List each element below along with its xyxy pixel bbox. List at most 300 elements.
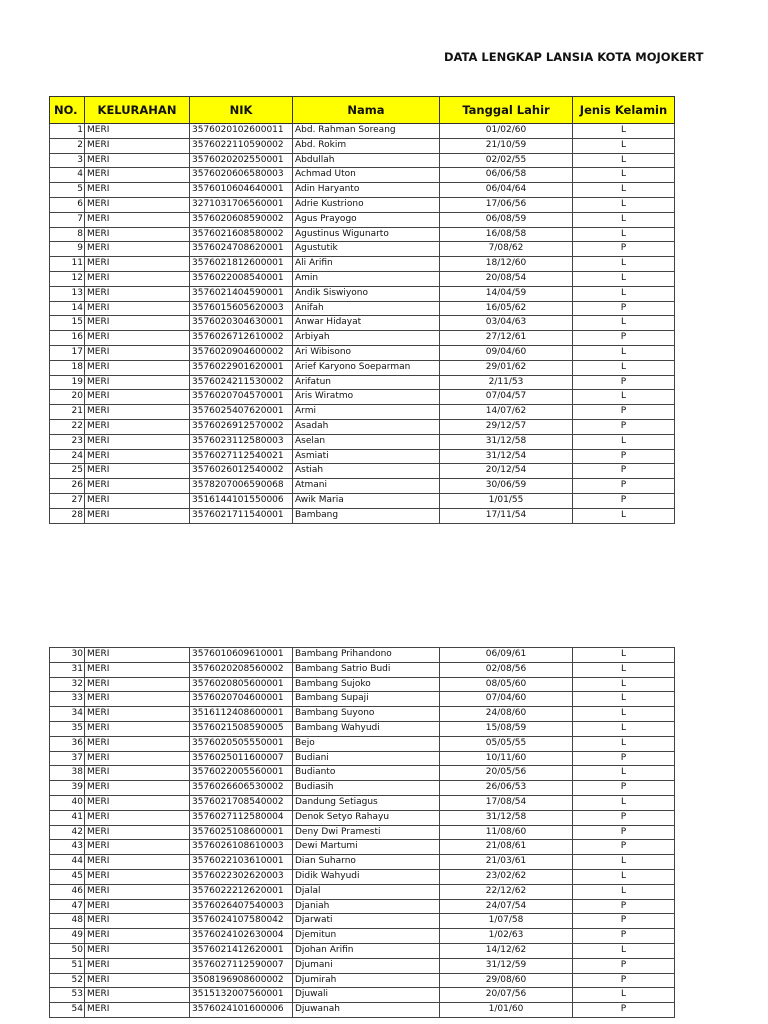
table-row [50, 914, 675, 929]
kelurahan-cell: MERI [85, 692, 190, 707]
jenis-kelamin-cell: L [573, 855, 675, 870]
tanggal-lahir-cell: 06/06/58 [440, 168, 573, 183]
kelurahan-cell: MERI [85, 212, 190, 227]
table-body-part-2 [50, 648, 675, 1018]
jenis-kelamin-cell: L [573, 988, 675, 1003]
nik-cell: 3576027112590007 [190, 958, 293, 973]
kelurahan-cell: MERI [85, 153, 190, 168]
nik-cell: 3576024107580042 [190, 914, 293, 929]
kelurahan-cell: MERI [85, 825, 190, 840]
tanggal-lahir-cell: 05/05/55 [440, 736, 573, 751]
tanggal-lahir-cell: 29/12/57 [440, 419, 573, 434]
nik-cell: 3576025011600007 [190, 751, 293, 766]
table-row [50, 449, 675, 464]
tanggal-lahir-cell: 14/07/62 [440, 405, 573, 420]
nama-cell: Abd. Rahman Soreang [293, 124, 440, 139]
nama-cell: Dewi Martumi [293, 840, 440, 855]
row-number: 7 [50, 212, 85, 227]
nama-cell: Asmiati [293, 449, 440, 464]
nama-cell: Astiah [293, 464, 440, 479]
kelurahan-cell: MERI [85, 648, 190, 663]
kelurahan-cell: MERI [85, 929, 190, 944]
row-number: 37 [50, 751, 85, 766]
table-row [50, 360, 675, 375]
row-number: 1 [50, 124, 85, 139]
tanggal-lahir-cell: 02/02/55 [440, 153, 573, 168]
nik-cell: 3576027112580004 [190, 810, 293, 825]
nik-cell: 3515132007560001 [190, 988, 293, 1003]
tanggal-lahir-cell: 31/12/54 [440, 449, 573, 464]
table-row [50, 855, 675, 870]
nama-cell: Deny Dwi Pramesti [293, 825, 440, 840]
row-number: 15 [50, 316, 85, 331]
nama-cell: Bambang Prihandono [293, 648, 440, 663]
table-row [50, 271, 675, 286]
jenis-kelamin-cell: P [573, 301, 675, 316]
nama-cell: Armi [293, 405, 440, 420]
tanggal-lahir-cell: 31/12/58 [440, 434, 573, 449]
jenis-kelamin-cell: P [573, 751, 675, 766]
jenis-kelamin-cell: P [573, 449, 675, 464]
table-row [50, 929, 675, 944]
table-row [50, 825, 675, 840]
jenis-kelamin-cell: L [573, 766, 675, 781]
row-number: 51 [50, 958, 85, 973]
table-row [50, 197, 675, 212]
kelurahan-cell: MERI [85, 316, 190, 331]
jenis-kelamin-cell: P [573, 419, 675, 434]
nik-cell: 3576023112580003 [190, 434, 293, 449]
nik-cell: 3576020102600011 [190, 124, 293, 139]
tanggal-lahir-cell: 06/08/59 [440, 212, 573, 227]
nik-cell: 3576022005560001 [190, 766, 293, 781]
jenis-kelamin-cell: L [573, 884, 675, 899]
jenis-kelamin-cell: P [573, 810, 675, 825]
jenis-kelamin-cell: P [573, 973, 675, 988]
kelurahan-cell: MERI [85, 138, 190, 153]
row-number: 38 [50, 766, 85, 781]
table-row [50, 301, 675, 316]
kelurahan-cell: MERI [85, 662, 190, 677]
jenis-kelamin-cell: L [573, 124, 675, 139]
table-row [50, 508, 675, 523]
nama-cell: Budiasih [293, 781, 440, 796]
nama-cell: Bejo [293, 736, 440, 751]
nama-cell: Adin Haryanto [293, 183, 440, 198]
nama-cell: Bambang [293, 508, 440, 523]
tanggal-lahir-cell: 29/08/60 [440, 973, 573, 988]
row-number: 25 [50, 464, 85, 479]
header-nama: Nama [293, 97, 440, 124]
nama-cell: Arief Karyono Soeparman [293, 360, 440, 375]
tanggal-lahir-cell: 17/08/54 [440, 795, 573, 810]
table-row [50, 168, 675, 183]
row-number: 9 [50, 242, 85, 257]
kelurahan-cell: MERI [85, 840, 190, 855]
nama-cell: Budianto [293, 766, 440, 781]
kelurahan-cell: MERI [85, 257, 190, 272]
row-number: 20 [50, 390, 85, 405]
kelurahan-cell: MERI [85, 464, 190, 479]
lansia-table-part-2 [49, 647, 675, 1018]
nik-cell: 3576022302620003 [190, 869, 293, 884]
tanggal-lahir-cell: 31/12/59 [440, 958, 573, 973]
table-row [50, 692, 675, 707]
nama-cell: Anwar Hidayat [293, 316, 440, 331]
jenis-kelamin-cell: P [573, 840, 675, 855]
tanggal-lahir-cell: 20/05/56 [440, 766, 573, 781]
tanggal-lahir-cell: 18/12/60 [440, 257, 573, 272]
row-number: 53 [50, 988, 85, 1003]
row-number: 8 [50, 227, 85, 242]
table-row [50, 479, 675, 494]
nik-cell: 3576020606580003 [190, 168, 293, 183]
nama-cell: Bambang Wahyudi [293, 721, 440, 736]
tanggal-lahir-cell: 02/08/56 [440, 662, 573, 677]
row-number: 13 [50, 286, 85, 301]
row-number: 26 [50, 479, 85, 494]
nik-cell: 3576022008540001 [190, 271, 293, 286]
nama-cell: Djemitun [293, 929, 440, 944]
row-number: 12 [50, 271, 85, 286]
row-number: 49 [50, 929, 85, 944]
kelurahan-cell: MERI [85, 736, 190, 751]
nama-cell: Djaniah [293, 899, 440, 914]
kelurahan-cell: MERI [85, 810, 190, 825]
nik-cell: 3576021608580002 [190, 227, 293, 242]
nik-cell: 3576020208560002 [190, 662, 293, 677]
row-number: 50 [50, 943, 85, 958]
nama-cell: Andik Siswiyono [293, 286, 440, 301]
jenis-kelamin-cell: P [573, 929, 675, 944]
kelurahan-cell: MERI [85, 795, 190, 810]
nik-cell: 3576021508590005 [190, 721, 293, 736]
table-body-part-1 [50, 124, 675, 524]
nik-cell: 3576022110590002 [190, 138, 293, 153]
kelurahan-cell: MERI [85, 242, 190, 257]
tanggal-lahir-cell: 16/05/62 [440, 301, 573, 316]
header-no: NO. [50, 97, 85, 124]
row-number: 39 [50, 781, 85, 796]
nama-cell: Djohan Arifin [293, 943, 440, 958]
tanggal-lahir-cell: 1/01/55 [440, 493, 573, 508]
nama-cell: Agustinus Wigunarto [293, 227, 440, 242]
row-number: 5 [50, 183, 85, 198]
nama-cell: Awik Maria [293, 493, 440, 508]
row-number: 46 [50, 884, 85, 899]
nik-cell: 3576026407540003 [190, 899, 293, 914]
jenis-kelamin-cell: P [573, 479, 675, 494]
nama-cell: Djumani [293, 958, 440, 973]
row-number: 43 [50, 840, 85, 855]
row-number: 54 [50, 1003, 85, 1018]
nama-cell: Djumirah [293, 973, 440, 988]
tanggal-lahir-cell: 07/04/60 [440, 692, 573, 707]
nik-cell: 3576020608590002 [190, 212, 293, 227]
nik-cell: 3576024101600006 [190, 1003, 293, 1018]
tanggal-lahir-cell: 20/08/54 [440, 271, 573, 286]
nik-cell: 3576025108600001 [190, 825, 293, 840]
jenis-kelamin-cell: P [573, 914, 675, 929]
nama-cell: Dian Suharno [293, 855, 440, 870]
nik-cell: 3578207006590068 [190, 479, 293, 494]
jenis-kelamin-cell: L [573, 271, 675, 286]
nik-cell: 3576010604640001 [190, 183, 293, 198]
tanggal-lahir-cell: 01/02/60 [440, 124, 573, 139]
kelurahan-cell: MERI [85, 751, 190, 766]
kelurahan-cell: MERI [85, 943, 190, 958]
jenis-kelamin-cell: L [573, 648, 675, 663]
table-row [50, 677, 675, 692]
kelurahan-cell: MERI [85, 168, 190, 183]
jenis-kelamin-cell: L [573, 434, 675, 449]
nama-cell: Bambang Suyono [293, 707, 440, 722]
nama-cell: Arbiyah [293, 331, 440, 346]
table-row [50, 138, 675, 153]
kelurahan-cell: MERI [85, 271, 190, 286]
nik-cell: 3576021412620001 [190, 943, 293, 958]
tanggal-lahir-cell: 08/05/60 [440, 677, 573, 692]
table-row [50, 943, 675, 958]
nama-cell: Abdullah [293, 153, 440, 168]
nik-cell: 3576021711540001 [190, 508, 293, 523]
row-number: 21 [50, 405, 85, 420]
tanggal-lahir-cell: 21/03/61 [440, 855, 573, 870]
tanggal-lahir-cell: 10/11/60 [440, 751, 573, 766]
kelurahan-cell: MERI [85, 301, 190, 316]
row-number: 19 [50, 375, 85, 390]
jenis-kelamin-cell: L [573, 677, 675, 692]
tanggal-lahir-cell: 24/08/60 [440, 707, 573, 722]
nik-cell: 3576021812600001 [190, 257, 293, 272]
jenis-kelamin-cell: L [573, 662, 675, 677]
nama-cell: Djuwanah [293, 1003, 440, 1018]
jenis-kelamin-cell: L [573, 795, 675, 810]
table-header-row [50, 97, 675, 124]
table-row [50, 899, 675, 914]
kelurahan-cell: MERI [85, 508, 190, 523]
jenis-kelamin-cell: L [573, 153, 675, 168]
jenis-kelamin-cell: P [573, 331, 675, 346]
table-row [50, 840, 675, 855]
kelurahan-cell: MERI [85, 360, 190, 375]
tanggal-lahir-cell: 14/04/59 [440, 286, 573, 301]
kelurahan-cell: MERI [85, 375, 190, 390]
nik-cell: 3576022212620001 [190, 884, 293, 899]
tanggal-lahir-cell: 14/12/62 [440, 943, 573, 958]
tanggal-lahir-cell: 2/11/53 [440, 375, 573, 390]
row-number: 2 [50, 138, 85, 153]
kelurahan-cell: MERI [85, 405, 190, 420]
nama-cell: Aselan [293, 434, 440, 449]
nama-cell: Bambang Supaji [293, 692, 440, 707]
kelurahan-cell: MERI [85, 707, 190, 722]
jenis-kelamin-cell: P [573, 825, 675, 840]
jenis-kelamin-cell: P [573, 958, 675, 973]
row-number: 41 [50, 810, 85, 825]
header-jenis-kelamin: Jenis Kelamin [573, 97, 675, 124]
jenis-kelamin-cell: L [573, 721, 675, 736]
tanggal-lahir-cell: 20/07/56 [440, 988, 573, 1003]
row-number: 44 [50, 855, 85, 870]
nama-cell: Agustutik [293, 242, 440, 257]
row-number: 11 [50, 257, 85, 272]
nik-cell: 3576024211530002 [190, 375, 293, 390]
tanggal-lahir-cell: 30/06/59 [440, 479, 573, 494]
tanggal-lahir-cell: 29/01/62 [440, 360, 573, 375]
table-row [50, 1003, 675, 1018]
table-row [50, 390, 675, 405]
jenis-kelamin-cell: P [573, 899, 675, 914]
row-number: 14 [50, 301, 85, 316]
row-number: 23 [50, 434, 85, 449]
row-number: 42 [50, 825, 85, 840]
jenis-kelamin-cell: P [573, 405, 675, 420]
nama-cell: Budiani [293, 751, 440, 766]
kelurahan-cell: MERI [85, 449, 190, 464]
kelurahan-cell: MERI [85, 781, 190, 796]
nik-cell: 3576021404590001 [190, 286, 293, 301]
kelurahan-cell: MERI [85, 345, 190, 360]
table-row [50, 419, 675, 434]
table-row [50, 751, 675, 766]
tanggal-lahir-cell: 1/07/58 [440, 914, 573, 929]
tanggal-lahir-cell: 16/08/58 [440, 227, 573, 242]
table-row [50, 493, 675, 508]
nama-cell: Denok Setyo Rahayu [293, 810, 440, 825]
jenis-kelamin-cell: L [573, 345, 675, 360]
nik-cell: 3576020704570001 [190, 390, 293, 405]
nama-cell: Dandung Setiagus [293, 795, 440, 810]
nik-cell: 3576020805600001 [190, 677, 293, 692]
nik-cell: 3508196908600002 [190, 973, 293, 988]
kelurahan-cell: MERI [85, 390, 190, 405]
kelurahan-cell: MERI [85, 1003, 190, 1018]
header-nik: NIK [190, 97, 293, 124]
jenis-kelamin-cell: L [573, 692, 675, 707]
jenis-kelamin-cell: P [573, 781, 675, 796]
table-row [50, 781, 675, 796]
jenis-kelamin-cell: L [573, 197, 675, 212]
nama-cell: Arifatun [293, 375, 440, 390]
table-row [50, 869, 675, 884]
nik-cell: 3576020904600002 [190, 345, 293, 360]
kelurahan-cell: MERI [85, 988, 190, 1003]
kelurahan-cell: MERI [85, 434, 190, 449]
table-row [50, 884, 675, 899]
row-number: 4 [50, 168, 85, 183]
table-row [50, 958, 675, 973]
row-number: 18 [50, 360, 85, 375]
nama-cell: Anifah [293, 301, 440, 316]
row-number: 32 [50, 677, 85, 692]
kelurahan-cell: MERI [85, 479, 190, 494]
nik-cell: 3576020505550001 [190, 736, 293, 751]
nik-cell: 3576026108610003 [190, 840, 293, 855]
table-row [50, 736, 675, 751]
tanggal-lahir-cell: 31/12/58 [440, 810, 573, 825]
jenis-kelamin-cell: L [573, 869, 675, 884]
table-row [50, 973, 675, 988]
table-row [50, 795, 675, 810]
nik-cell: 3576026712610002 [190, 331, 293, 346]
tanggal-lahir-cell: 09/04/60 [440, 345, 573, 360]
nama-cell: Atmani [293, 479, 440, 494]
row-number: 6 [50, 197, 85, 212]
table-row [50, 124, 675, 139]
nik-cell: 3576027112540021 [190, 449, 293, 464]
kelurahan-cell: MERI [85, 677, 190, 692]
table-row [50, 212, 675, 227]
tanggal-lahir-cell: 06/04/64 [440, 183, 573, 198]
row-number: 28 [50, 508, 85, 523]
row-number: 45 [50, 869, 85, 884]
jenis-kelamin-cell: L [573, 390, 675, 405]
nama-cell: Ali Arifin [293, 257, 440, 272]
jenis-kelamin-cell: L [573, 286, 675, 301]
table-row [50, 183, 675, 198]
jenis-kelamin-cell: L [573, 168, 675, 183]
kelurahan-cell: MERI [85, 183, 190, 198]
nama-cell: Asadah [293, 419, 440, 434]
tanggal-lahir-cell: 15/08/59 [440, 721, 573, 736]
tanggal-lahir-cell: 26/06/53 [440, 781, 573, 796]
nama-cell: Achmad Uton [293, 168, 440, 183]
table-row [50, 242, 675, 257]
nama-cell: Adrie Kustriono [293, 197, 440, 212]
nik-cell: 3576024102630004 [190, 929, 293, 944]
nik-cell: 3576010609610001 [190, 648, 293, 663]
jenis-kelamin-cell: P [573, 464, 675, 479]
tanggal-lahir-cell: 21/08/61 [440, 840, 573, 855]
row-number: 17 [50, 345, 85, 360]
row-number: 47 [50, 899, 85, 914]
tanggal-lahir-cell: 17/06/56 [440, 197, 573, 212]
jenis-kelamin-cell: P [573, 1003, 675, 1018]
nik-cell: 3576022901620001 [190, 360, 293, 375]
tanggal-lahir-cell: 7/08/62 [440, 242, 573, 257]
nik-cell: 3576022103610001 [190, 855, 293, 870]
nama-cell: Abd. Rokim [293, 138, 440, 153]
lansia-table-part-1 [49, 96, 675, 524]
nik-cell: 3516112408600001 [190, 707, 293, 722]
jenis-kelamin-cell: L [573, 212, 675, 227]
row-number: 27 [50, 493, 85, 508]
kelurahan-cell: MERI [85, 286, 190, 301]
row-number: 22 [50, 419, 85, 434]
jenis-kelamin-cell: L [573, 227, 675, 242]
nik-cell: 3576025407620001 [190, 405, 293, 420]
row-number: 52 [50, 973, 85, 988]
table-row [50, 227, 675, 242]
row-number: 30 [50, 648, 85, 663]
nama-cell: Djarwati [293, 914, 440, 929]
jenis-kelamin-cell: P [573, 493, 675, 508]
nama-cell: Amin [293, 271, 440, 286]
tanggal-lahir-cell: 21/10/59 [440, 138, 573, 153]
tanggal-lahir-cell: 1/01/60 [440, 1003, 573, 1018]
header-kelurahan: KELURAHAN [85, 97, 190, 124]
row-number: 33 [50, 692, 85, 707]
table-row [50, 331, 675, 346]
row-number: 24 [50, 449, 85, 464]
row-number: 36 [50, 736, 85, 751]
nama-cell: Bambang Satrio Budi [293, 662, 440, 677]
table-row [50, 648, 675, 663]
kelurahan-cell: MERI [85, 197, 190, 212]
table-row [50, 405, 675, 420]
table-row [50, 257, 675, 272]
